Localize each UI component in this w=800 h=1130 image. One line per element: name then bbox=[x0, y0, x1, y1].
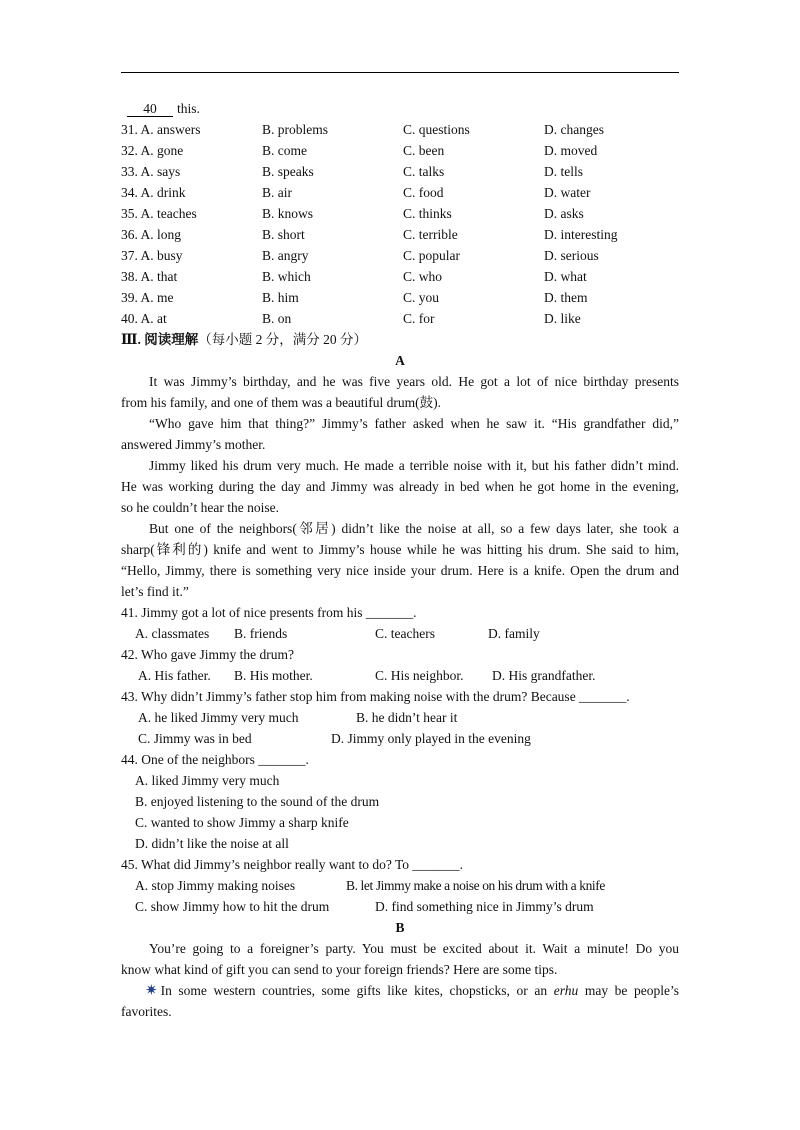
q41-option-c: C. teachers bbox=[375, 626, 435, 641]
q43-option-c: C. Jimmy was in bed bbox=[138, 731, 252, 746]
q44-option-a: A. liked Jimmy very much bbox=[135, 773, 280, 788]
q41-option-b: B. friends bbox=[234, 626, 288, 641]
passage-b-tip: ✷ In some western countries, some gifts like kites, chopsticks, or an erhu may be people’s bbox=[145, 983, 680, 999]
passage-a-line: answered Jimmy’s mother. bbox=[121, 437, 266, 452]
q45-option-b: B. let Jimmy make a noise on his drum with a knife bbox=[346, 878, 605, 893]
passage-a-line: from his family, and one of them was a beautiful drum(鼓). bbox=[121, 395, 442, 410]
passage-a-line: “Who gave him that thing?” Jimmy’s father asked when he saw it. “His grandfather did,” bbox=[149, 416, 679, 431]
passage-a-line: “Hello, Jimmy, there is something very nice inside your drum. Here is a knife. Open the drum and bbox=[121, 563, 679, 578]
q42-option-d: D. His grandfather. bbox=[492, 668, 596, 683]
passage-a-line: so he couldn’t hear the noise. bbox=[121, 500, 279, 515]
lead-line bbox=[121, 98, 200, 119]
question-45-stem: 45. What did Jimmy’s neighbor really want to do? To _______. bbox=[121, 857, 464, 872]
q42-option-c: C. His neighbor. bbox=[375, 668, 464, 683]
passage-b-line: know what kind of gift you can send to your foreign friends? Here are some tips. bbox=[121, 962, 558, 977]
q44-option-d: D. didn’t like the noise at all bbox=[135, 836, 289, 851]
question-42-stem: 42. Who gave Jimmy the drum? bbox=[121, 647, 294, 662]
passage-b-line: favorites. bbox=[121, 1004, 172, 1019]
q41-option-d: D. family bbox=[488, 626, 540, 641]
q45-option-d: D. find something nice in Jimmy’s drum bbox=[375, 899, 594, 914]
q43-option-b: B. he didn’t hear it bbox=[356, 710, 458, 725]
q43-option-d: D. Jimmy only played in the evening bbox=[331, 731, 531, 746]
passage-a-line: It was Jimmy’s birthday, and he was five years old. He got a lot of nice birthday presents bbox=[149, 374, 679, 389]
section-note: （每小题 2 分，满分 20 分） bbox=[198, 332, 367, 347]
q45-option-c: C. show Jimmy how to hit the drum bbox=[135, 899, 330, 914]
passage-a-line: He was working during the day and Jimmy was already in bed when he got home in the evening, bbox=[121, 479, 679, 494]
passage-a-line: let’s find it.” bbox=[121, 584, 189, 599]
q44-option-c: C. wanted to show Jimmy a sharp knife bbox=[135, 815, 349, 830]
question-44-stem: 44. One of the neighbors _______. bbox=[121, 752, 309, 767]
lead-text: this. bbox=[177, 101, 200, 116]
q44-option-b: B. enjoyed listening to the sound of the drum bbox=[135, 794, 380, 809]
passage-b-line: You’re going to a foreigner’s party. You must be excited about it. Wait a minute! Do you bbox=[149, 941, 679, 956]
header-rule bbox=[121, 72, 679, 73]
question-41-stem: 41. Jimmy got a lot of nice presents from his _______. bbox=[121, 605, 417, 620]
question-43-stem: 43. Why didn’t Jimmy’s father stop him from making noise with the drum? Because _______. bbox=[121, 689, 630, 704]
passage-a-line: sharp(锋利的) knife and went to Jimmy’s house while he was hitting his drum. She said to him, bbox=[121, 542, 679, 557]
passage-a-line: But one of the neighbors(邻居) didn’t like the noise at all, so a few days later, she took a bbox=[149, 521, 679, 536]
passage-b-heading: B bbox=[395, 920, 405, 935]
q42-option-b: B. His mother. bbox=[234, 668, 313, 683]
q41-option-a: A. classmates bbox=[135, 626, 210, 641]
q42-option-a: A. His father. bbox=[138, 668, 211, 683]
q43-option-a: A. he liked Jimmy very much bbox=[138, 710, 299, 725]
blank-number: 40 bbox=[127, 101, 173, 117]
passage-a-heading: A bbox=[395, 353, 405, 368]
section-heading: Ⅲ. 阅读理解（每小题 2 分，满分 20 分） bbox=[121, 332, 367, 347]
passage-a-line: Jimmy liked his drum very much. He made a terrible noise with it, but his father didn’t mind. bbox=[149, 458, 679, 473]
q45-option-a: A. stop Jimmy making noises bbox=[135, 878, 296, 893]
star-bullet-icon: ✷ bbox=[145, 983, 158, 999]
